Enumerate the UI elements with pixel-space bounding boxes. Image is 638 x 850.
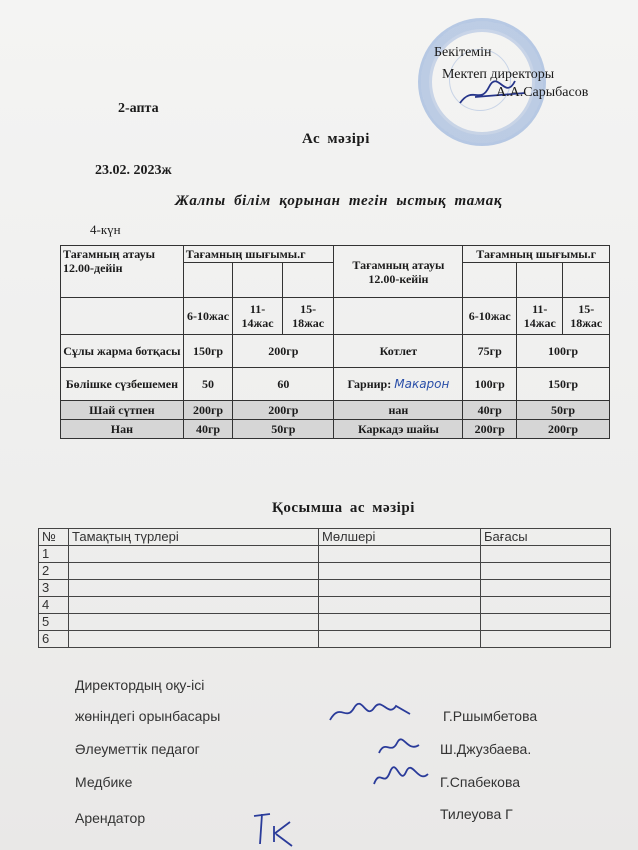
- menu-title: Ас мәзірі: [302, 131, 370, 147]
- deputy-title-line-2: жөніндегі орынбасары: [75, 708, 221, 724]
- social-pedagogue-title: Әлеуметтік педагог: [75, 741, 200, 757]
- deputy-title-line-1: Директордың оқу-ісі: [75, 677, 205, 693]
- approval-line-3: А.А.Сарыбасов: [496, 85, 589, 100]
- header-before-name: Тағамның атауы 12.00-дейін: [61, 246, 184, 298]
- tenant-title: Арендатор: [75, 810, 146, 826]
- table-row-3-name1: Шай сүтпен: [61, 401, 184, 420]
- extra-row-5: 5: [39, 614, 69, 631]
- extra-row-6: 6: [39, 631, 69, 648]
- extra-row-2: 2: [39, 563, 69, 580]
- social-pedagogue-name: Ш.Джузбаева.: [440, 741, 532, 757]
- extra-row-4: 4: [39, 597, 69, 614]
- extra-header-price: Бағасы: [481, 529, 611, 546]
- age-11-14-after: 11-14жас: [517, 298, 563, 335]
- table-row-4-v1: 40гр: [183, 420, 233, 439]
- age-15-18-after: 15-18жас: [563, 298, 610, 335]
- table-row-4-name1: Нан: [61, 420, 184, 439]
- extra-menu-table: [38, 528, 611, 648]
- age-15-18: 15-18жас: [282, 298, 334, 335]
- nurse-name: Г.Спабекова: [440, 774, 521, 790]
- extra-row-1: 1: [39, 546, 69, 563]
- header-after-yield: Тағамның шығымы.г: [463, 246, 610, 263]
- approval-line-1: Бекітемін: [434, 45, 492, 60]
- tenant-signature: [250, 808, 300, 848]
- table-row-2-v4: 150гр: [517, 368, 610, 401]
- table-row-1-v1: 150гр: [183, 335, 233, 368]
- table-row-1-name1: Сұлы жарма ботқасы: [61, 335, 184, 368]
- extra-header-number: №: [39, 529, 69, 546]
- extra-row-3: 3: [39, 580, 69, 597]
- extra-menu-title: Қосымша ас мәзірі: [272, 500, 415, 516]
- extra-header-type: Тамақтың түрлері: [69, 529, 319, 546]
- table-row-1-v4: 100гр: [517, 335, 610, 368]
- menu-subtitle: Жалпы білім қорынан тегін ыстық тамақ: [175, 193, 503, 209]
- tenant-name: Тилеуова Г: [440, 806, 513, 822]
- table-row-1-v2: 200гр: [233, 335, 334, 368]
- menu-date: 23.02. 2023ж: [95, 163, 172, 178]
- table-row-4-v3: 200гр: [463, 420, 517, 439]
- nurse-signature: [370, 764, 434, 792]
- table-row-2-v3: 100гр: [463, 368, 517, 401]
- table-row-3-name2: нан: [334, 401, 463, 420]
- table-row-1-name2: Котлет: [334, 335, 463, 368]
- nurse-title: Медбике: [75, 774, 133, 790]
- age-11-14: 11-14жас: [233, 298, 283, 335]
- age-6-10-after: 6-10жас: [463, 298, 517, 335]
- table-row-2-v2: 60: [233, 368, 334, 401]
- menu-table: [60, 245, 610, 439]
- social-pedagogue-signature: [375, 735, 425, 759]
- garnish-label: Гарнир:: [347, 377, 392, 391]
- week-label: 2-апта: [118, 101, 159, 116]
- table-row-3-v2: 200гр: [233, 401, 334, 420]
- age-6-10: 6-10жас: [183, 298, 233, 335]
- day-label: 4-күн: [90, 222, 121, 237]
- table-row-1-v3: 75гр: [463, 335, 517, 368]
- table-row-2-v1: 50: [183, 368, 233, 401]
- table-row-3-v1: 200гр: [183, 401, 233, 420]
- table-row-3-v3: 40гр: [463, 401, 517, 420]
- header-after-name: Тағамның атауы 12.00-кейін: [334, 246, 463, 298]
- table-row-2-name2: [334, 368, 463, 401]
- table-row-4-v4: 200гр: [517, 420, 610, 439]
- table-row-4-name2: Каркадэ шайы: [334, 420, 463, 439]
- extra-header-amount: Мөлшері: [319, 529, 481, 546]
- garnish-handwritten: Макарон: [394, 377, 450, 391]
- deputy-name: Г.Ршымбетова: [443, 708, 538, 724]
- table-row-2-name1: Бөлішке сүзбешемен: [61, 368, 184, 401]
- approval-line-2: Мектеп директоры: [442, 67, 555, 82]
- table-row-3-v4: 50гр: [517, 401, 610, 420]
- table-row-4-v2: 50гр: [233, 420, 334, 439]
- header-before-yield: Тағамның шығымы.г: [183, 246, 334, 263]
- deputy-signature: [326, 698, 416, 728]
